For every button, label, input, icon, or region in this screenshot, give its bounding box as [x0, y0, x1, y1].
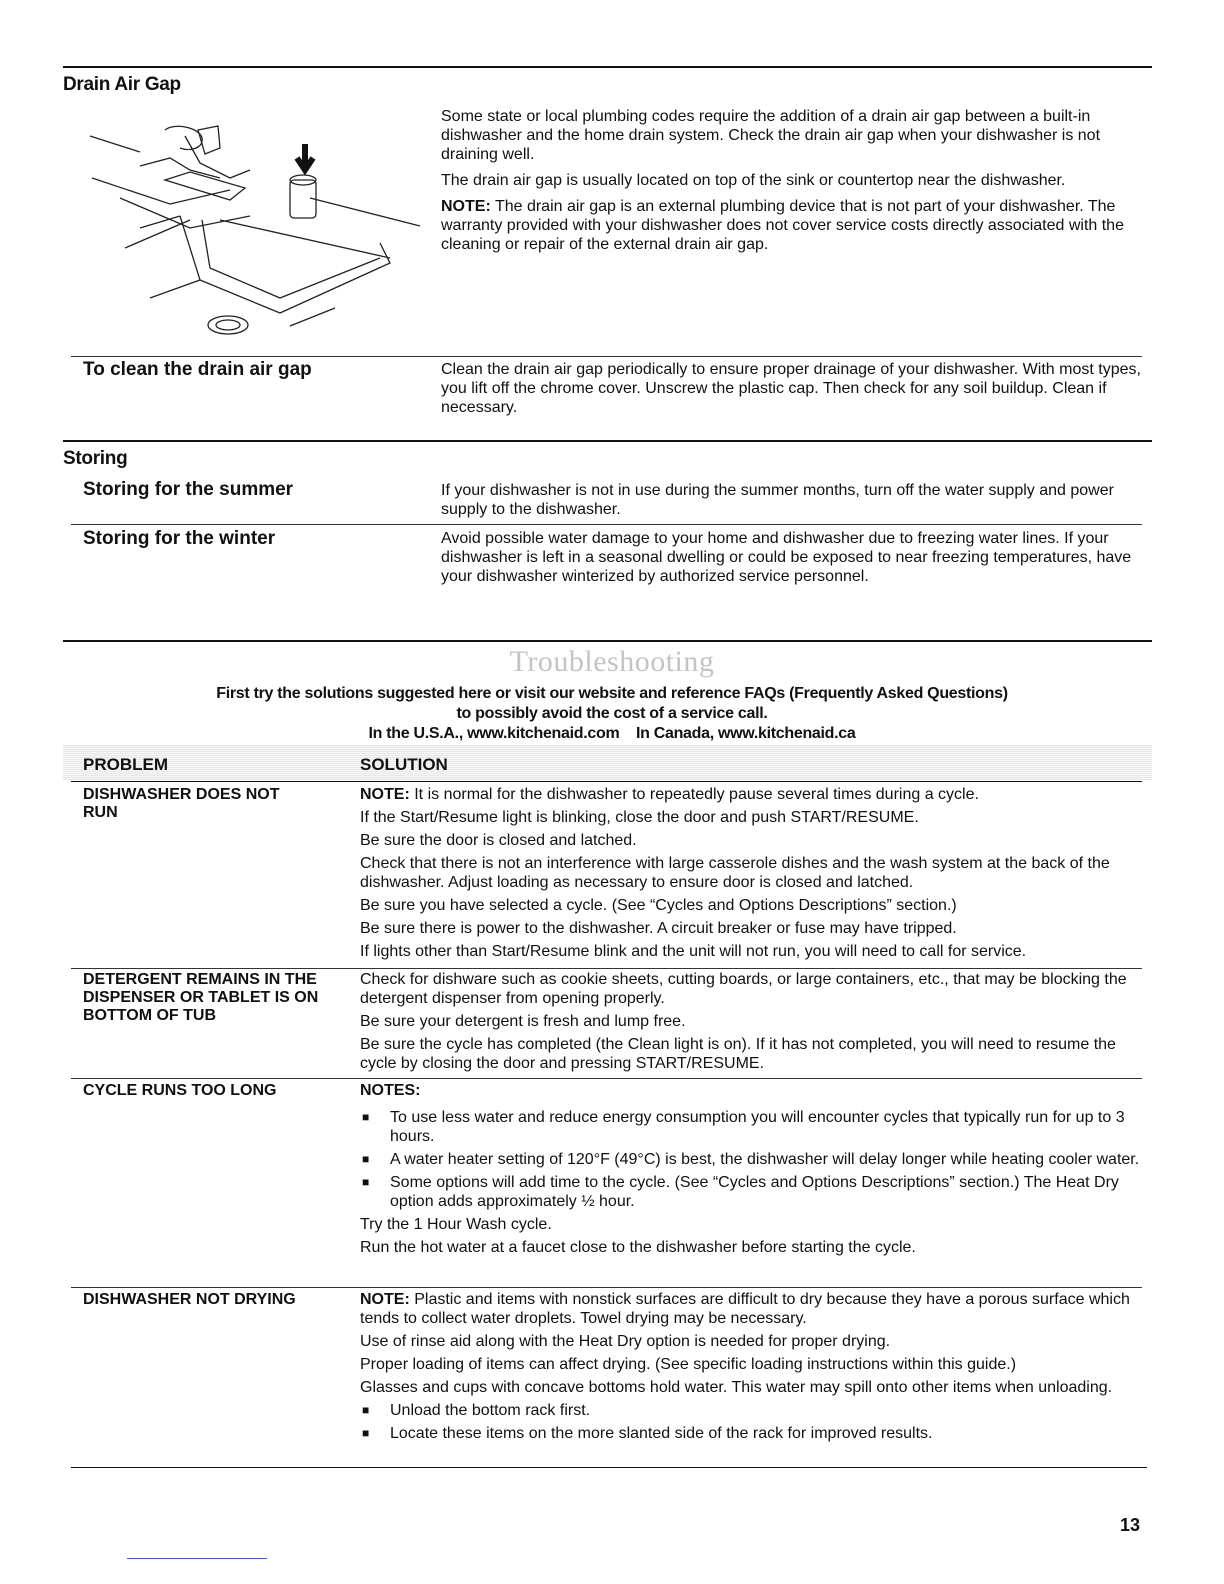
row-divider [71, 1287, 1142, 1288]
intro-line-3: In the U.S.A., www.kitchenaid.com In Canada, www.kitchenaid.ca [368, 725, 856, 742]
solution-detergent-remains [360, 970, 1140, 1077]
row-divider [71, 1078, 1142, 1079]
row-divider [71, 968, 1142, 969]
footer-line [127, 1558, 267, 1559]
drain-air-gap-p1: Some state or local plumbing codes require the addition of a drain air gap between a built-in dishwasher and the home drain system. Check the drain air gap when your dishwasher is not draining well. [441, 108, 1101, 163]
solution-line: Use of rinse aid along with the Heat Dry option is needed for proper drying. [360, 1333, 891, 1350]
problem-dishwasher-not-drying: DISHWASHER NOT DRYING [83, 1291, 296, 1308]
solution-note [360, 785, 1140, 804]
solution-note [360, 1290, 1140, 1328]
solution-cycle-runs-too-long [360, 1081, 1140, 1261]
down-arrow-icon [297, 144, 313, 170]
storing-divider [71, 524, 1142, 525]
solution-line: Be sure there is power to the dishwasher. A circuit breaker or fuse may have tripped. [360, 920, 957, 937]
drain-air-gap-note [441, 197, 1141, 254]
solution-dishwasher-does-not-run [360, 785, 1140, 965]
clean-divider [71, 356, 1142, 357]
problem-dishwasher-does-not-run: DISHWASHER DOES NOT RUN [83, 786, 280, 821]
note-text: The drain air gap is an external plumbing device that is not part of your dishwasher. The warranty provided with your dishwasher does not cover service costs directly associated with the cleaning or repair of the external drain air gap. [441, 198, 1124, 253]
solution-line: Check that there is not an interference with large casserole dishes and the wash system at the back of the dishwasher. Adjust loading as necessary to ensure door is closed and latched. [360, 855, 1110, 891]
note-label: NOTE: [441, 198, 491, 215]
page-number: 13 [1120, 1515, 1141, 1535]
storing-summer-heading: Storing for the summer [83, 479, 294, 500]
problem-detergent-remains: DETERGENT REMAINS IN THE DISPENSER OR TABLET IS ON BOTTOM OF TUB [83, 971, 319, 1024]
bullet-item: ■ Some options will add time to the cycle. (See “Cycles and Options Descriptions” section.) The Heat Dry option adds approximately ½ hour. [360, 1173, 1140, 1211]
solution-line: Run the hot water at a faucet close to the dishwasher before starting the cycle. [360, 1239, 916, 1256]
table-header-band [63, 745, 1152, 780]
storing-rule [63, 440, 1152, 442]
solution-dishwasher-not-drying [360, 1290, 1140, 1447]
storing-winter-heading: Storing for the winter [83, 528, 276, 549]
bullet-item: ■ A water heater setting of 120°F (49°C) is best, the dishwasher will delay longer while heating cooler water. [360, 1150, 1140, 1169]
countertop-line [90, 136, 140, 152]
col-problem-header: PROBLEM [83, 755, 168, 774]
solution-line: If lights other than Start/Resume blink and the unit will not run, you will need to call for service. [360, 943, 1027, 960]
solution-line: Be sure you have selected a cycle. (See “Cycles and Options Descriptions” section.) [360, 897, 957, 914]
solution-line: Glasses and cups with concave bottoms hold water. This water may spill onto other items when unloading. [360, 1379, 1113, 1396]
solution-line: Proper loading of items can affect drying. (See specific loading instructions within this guide.) [360, 1356, 1017, 1373]
note-label: NOTE: [360, 786, 410, 803]
col-solution-header: SOLUTION [360, 755, 448, 774]
intro-line-2: to possibly avoid the cost of a service call. [456, 705, 768, 722]
drain-air-gap-p2: The drain air gap is usually located on top of the sink or countertop near the dishwasher. [441, 172, 1066, 189]
clean-heading: To clean the drain air gap [83, 359, 312, 380]
drain-air-gap-heading: Drain Air Gap [63, 74, 181, 95]
notes-label: NOTES: [360, 1082, 421, 1099]
bullet-item: ■ Locate these items on the more slanted side of the rack for improved results. [360, 1424, 1140, 1443]
drain-air-gap-text [441, 107, 1141, 261]
bullet-item: ■ To use less water and reduce energy consumption you will encounter cycles that typically run for up to 3 hours. [360, 1108, 1140, 1146]
storing-heading: Storing [63, 448, 128, 469]
top-rule [63, 66, 1152, 68]
storing-winter-text: Avoid possible water damage to your home and dishwasher due to freezing water lines. If your dishwasher is left in a seasonal dwelling or could be exposed to near freezing temperatures, have your dishwasher winterized by authorized service personnel. [441, 530, 1132, 585]
table-bottom-rule [71, 1467, 1147, 1468]
notes-bullet-list [360, 1108, 1140, 1211]
note-text: Plastic and items with nonstick surfaces are difficult to dry because they have a porous surface which tends to collect water droplets. Towel drying may be necessary. [360, 1291, 1130, 1327]
drying-bullet-list [360, 1401, 1140, 1443]
intro-line-1: First try the solutions suggested here or visit our website and reference FAQs (Frequently Asked Questions) [216, 685, 1008, 702]
note-text: It is normal for the dishwasher to repeatedly pause several times during a cycle. [409, 786, 979, 803]
solution-line: If the Start/Resume light is blinking, close the door and push START/RESUME. [360, 809, 919, 826]
solution-line: Be sure your detergent is fresh and lump free. [360, 1013, 686, 1030]
table-header-rule [71, 781, 1142, 782]
clean-text: Clean the drain air gap periodically to ensure proper drainage of your dishwasher. With most types, you lift off the chrome cover. Unscrew the plastic cap. Then check for any soil buildup. Clean if necessary. [441, 361, 1141, 416]
drain-air-gap-illustration [80, 108, 425, 343]
troubleshooting-title: Troubleshooting [509, 645, 715, 678]
solution-line: Be sure the door is closed and latched. [360, 832, 637, 849]
storing-summer-text: If your dishwasher is not in use during the summer months, turn off the water supply and power supply to the dishwasher. [441, 482, 1114, 518]
solution-line: Check for dishware such as cookie sheets, cutting boards, or large containers, etc., that may be blocking the detergent dispenser from opening properly. [360, 971, 1127, 1007]
problem-cycle-runs-too-long: CYCLE RUNS TOO LONG [83, 1082, 277, 1099]
solution-line: Be sure the cycle has completed (the Clean light is on). If it has not completed, you will need to resume the cycle by closing the door and pressing START/RESUME. [360, 1036, 1116, 1072]
bullet-item: ■ Unload the bottom rack first. [360, 1401, 1140, 1420]
troubleshooting-rule [63, 640, 1152, 642]
note-label: NOTE: [360, 1291, 410, 1308]
solution-line: Try the 1 Hour Wash cycle. [360, 1216, 552, 1233]
